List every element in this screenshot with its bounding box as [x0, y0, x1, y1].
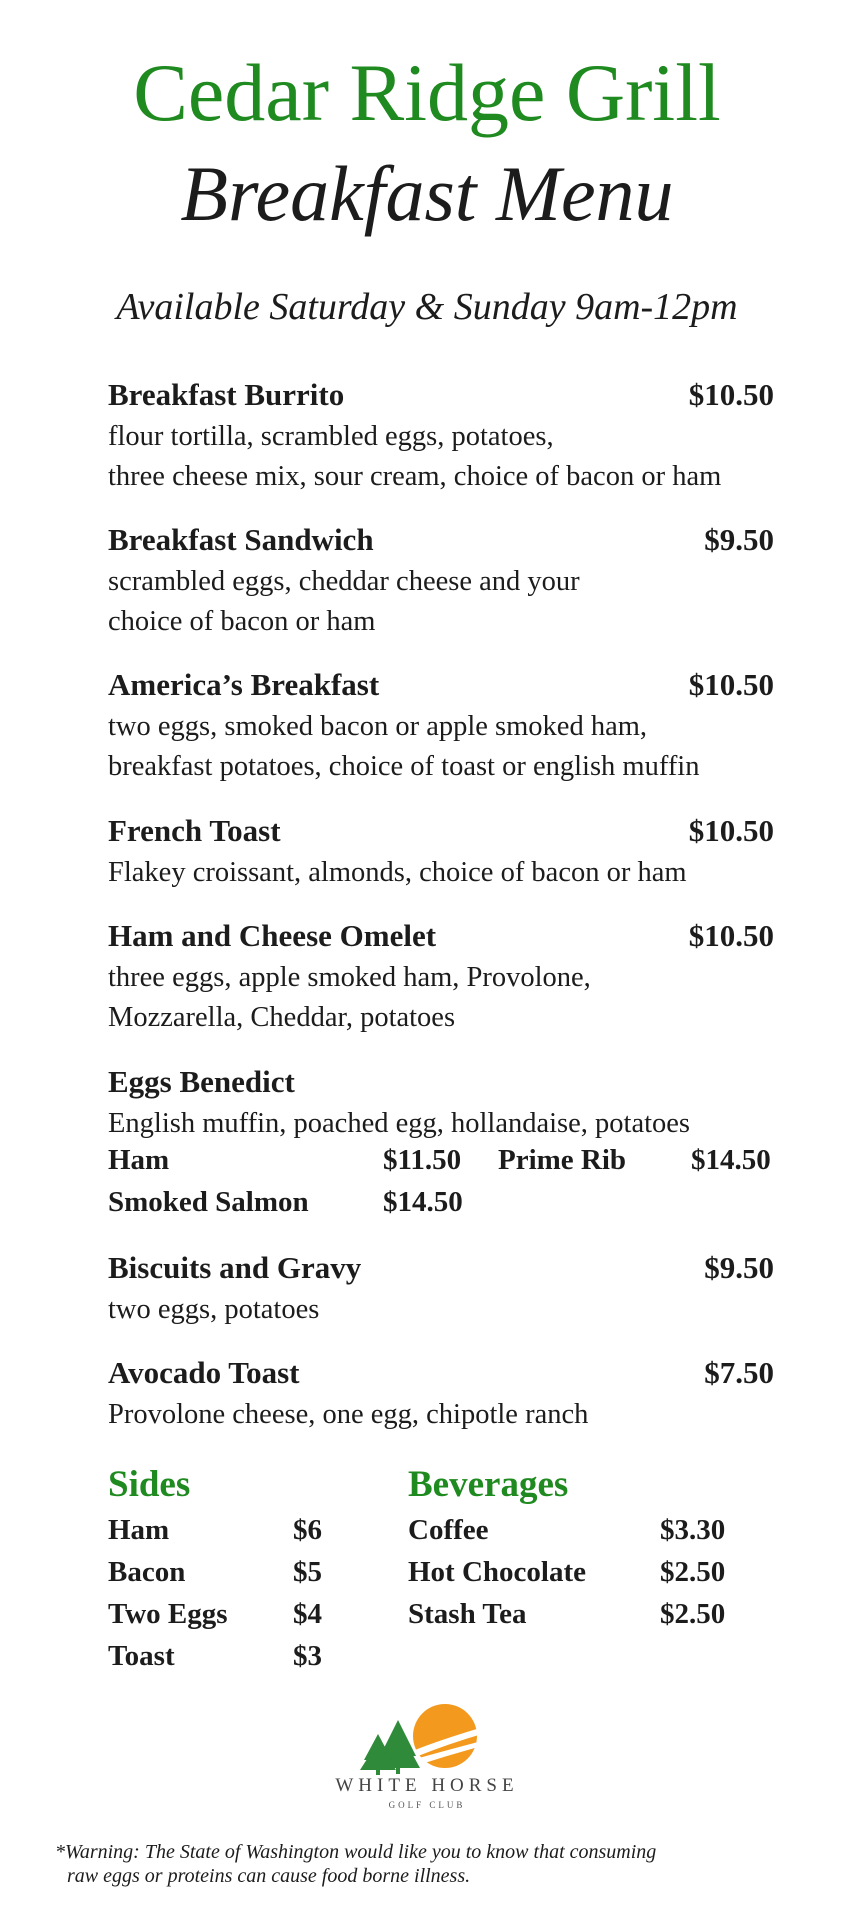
beverage-price: $3.30	[660, 1514, 726, 1546]
item-name: Breakfast Sandwich	[108, 522, 374, 557]
beverage-price: $2.50	[660, 1598, 726, 1630]
side-price: $6	[293, 1514, 322, 1546]
item-price: $10.50	[688, 918, 774, 953]
beverage-price: $2.50	[660, 1556, 726, 1588]
item-name: America’s Breakfast	[108, 667, 380, 702]
item-name: Avocado Toast	[108, 1355, 300, 1390]
menu-item-breakfast-sandwich	[108, 522, 808, 642]
item-description: Provolone cheese, one egg, chipotle ranch	[108, 1399, 589, 1430]
menu-item-ham-cheese-omelet	[108, 918, 808, 1038]
item-price: $7.50	[704, 1355, 774, 1390]
beverage-item	[408, 1514, 738, 1556]
side-item	[108, 1514, 348, 1556]
availability-note: Available Saturday & Sunday 9am-12pm	[116, 286, 738, 328]
side-item	[108, 1556, 348, 1598]
logo-subtitle: GOLF CLUB	[388, 1800, 466, 1810]
item-price: $9.50	[704, 1250, 774, 1285]
item-description: Flakey croissant, almonds, choice of bacon or ham	[108, 857, 687, 888]
eggs-benedict-options-row	[108, 1186, 808, 1228]
item-price: $10.50	[688, 377, 774, 412]
item-description: two eggs, potatoes	[108, 1294, 320, 1325]
item-price: $10.50	[688, 667, 774, 702]
item-name: Breakfast Burrito	[108, 377, 345, 412]
side-item	[108, 1598, 348, 1640]
item-name: Ham and Cheese Omelet	[108, 918, 437, 953]
beverage-item	[408, 1556, 738, 1598]
sides-heading: Sides	[108, 1464, 191, 1505]
option-price-prime-rib: $14.50	[691, 1144, 771, 1176]
side-item	[108, 1640, 348, 1682]
menu-item-breakfast-burrito	[108, 377, 808, 497]
warning-line-1: *Warning: The State of Washington would like you to know that consuming	[55, 1841, 657, 1863]
menu-item-biscuits-gravy	[108, 1250, 808, 1330]
food-safety-warning	[55, 1840, 755, 1888]
option-price-ham: $11.50	[383, 1144, 462, 1176]
item-description: two eggs, smoked bacon or apple smoked ham, breakfast potatoes, choice of toast or english muffin	[108, 711, 700, 782]
item-description: scrambled eggs, cheddar cheese and your choice of bacon or ham	[108, 566, 580, 637]
side-name: Ham	[108, 1514, 170, 1546]
item-description: three eggs, apple smoked ham, Provolone, Mozzarella, Cheddar, potatoes	[108, 962, 591, 1033]
beverage-item	[408, 1598, 738, 1640]
menu-item-americas-breakfast	[108, 667, 808, 787]
menu-title: Breakfast Menu	[180, 150, 674, 237]
beverages-heading: Beverages	[408, 1464, 569, 1505]
item-name: Biscuits and Gravy	[108, 1250, 362, 1285]
restaurant-name: Cedar Ridge Grill	[133, 47, 721, 138]
item-price: $10.50	[688, 813, 774, 848]
item-name: French Toast	[108, 813, 281, 848]
side-name: Bacon	[108, 1556, 186, 1588]
side-price: $3	[293, 1640, 322, 1672]
side-price: $5	[293, 1556, 322, 1588]
item-name: Eggs Benedict	[108, 1064, 295, 1099]
menu-item-avocado-toast	[108, 1355, 808, 1435]
option-name-prime-rib: Prime Rib	[498, 1144, 627, 1176]
side-name: Toast	[108, 1640, 175, 1672]
item-description: flour tortilla, scrambled eggs, potatoes, three cheese mix, sour cream, choice of bacon or ham	[108, 421, 722, 492]
menu-item-eggs-benedict	[108, 1064, 808, 1228]
item-description: English muffin, poached egg, hollandaise, potatoes	[108, 1108, 691, 1139]
beverage-name: Hot Chocolate	[408, 1556, 586, 1588]
option-price-smoked-salmon: $14.50	[383, 1186, 463, 1218]
menu-item-french-toast	[108, 813, 808, 893]
side-name: Two Eggs	[108, 1598, 228, 1630]
side-price: $4	[293, 1598, 322, 1630]
beverage-name: Stash Tea	[408, 1598, 527, 1630]
warning-line-2: raw eggs or proteins can cause food borne illness.	[67, 1865, 471, 1887]
beverage-name: Coffee	[408, 1514, 489, 1546]
eggs-benedict-options-row	[108, 1144, 808, 1186]
option-name-ham: Ham	[108, 1144, 170, 1176]
option-name-smoked-salmon: Smoked Salmon	[108, 1186, 309, 1218]
item-price: $9.50	[704, 522, 774, 557]
logo-wordmark: WHITE HORSE	[335, 1775, 519, 1796]
